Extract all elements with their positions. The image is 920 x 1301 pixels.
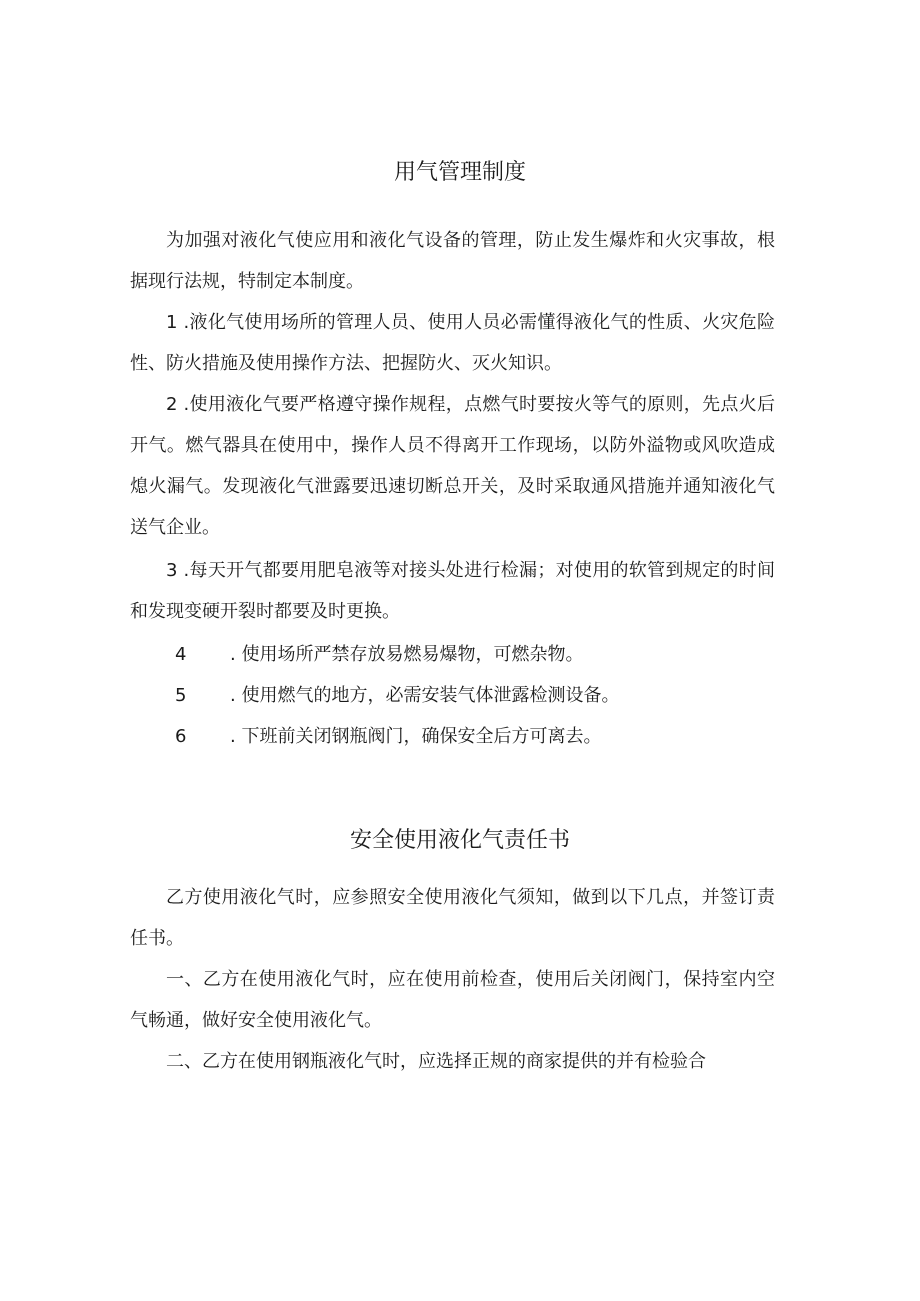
rule-item-3: 3 .每天开气都要用肥皂液等对接头处进行检漏；对使用的软管到规定的时间和发现变硬开裂时都要及时更换。 xyxy=(130,560,775,622)
rule-text: . 使用场所严禁存放易燃易爆物，可燃杂物。 xyxy=(230,644,584,665)
responsibility-item-1: 一、乙方在使用液化气时，应在使用前检查，使用后关闭阀门，保持室内空气畅通，做好安全使用液化气。 xyxy=(130,969,775,1031)
rule-text: . 下班前关闭钢瓶阀门，确保安全后方可离去。 xyxy=(230,726,602,747)
rule-text: . 使用燃气的地方，必需安装气体泄露检测设备。 xyxy=(230,685,620,706)
rule-number: 4 xyxy=(175,644,187,665)
rule-item-4 xyxy=(130,634,820,675)
rule-item-2: 2 .使用液化气要严格遵守操作规程，点燃气时要按火等气的原则，先点火后开气。燃气器具在使用中，操作人员不得离开工作现场，以防外溢物或风吹造成熄火漏气。发现液化气泄露要迅速切断总开关，及时采取通风措施并通知液化气送气企业。 xyxy=(130,394,775,538)
rule-number: 5 xyxy=(175,685,187,706)
rule-number: 6 xyxy=(175,726,187,747)
rule-item-5 xyxy=(130,675,820,716)
rule-item-1: 1 .液化气使用场所的管理人员、使用人员必需懂得液化气的性质、火灾危险性、防火措施及使用操作方法、把握防火、灭火知识。 xyxy=(130,312,775,374)
responsibility-intro: 乙方使用液化气时，应参照安全使用液化气须知，做到以下几点，并签订责任书。 xyxy=(130,887,775,949)
intro-paragraph: 为加强对液化气使应用和液化气设备的管理，防止发生爆炸和火灾事故，根据现行法规，特制定本制度。 xyxy=(130,230,775,292)
section-title-gas-management: 用气管理制度 xyxy=(393,160,526,185)
responsibility-item-2: 二、乙方在使用钢瓶液化气时，应选择正规的商家提供的并有检验合 xyxy=(166,1051,706,1072)
rule-item-6 xyxy=(130,716,820,757)
section-title-responsibility: 安全使用液化气责任书 xyxy=(349,828,570,853)
